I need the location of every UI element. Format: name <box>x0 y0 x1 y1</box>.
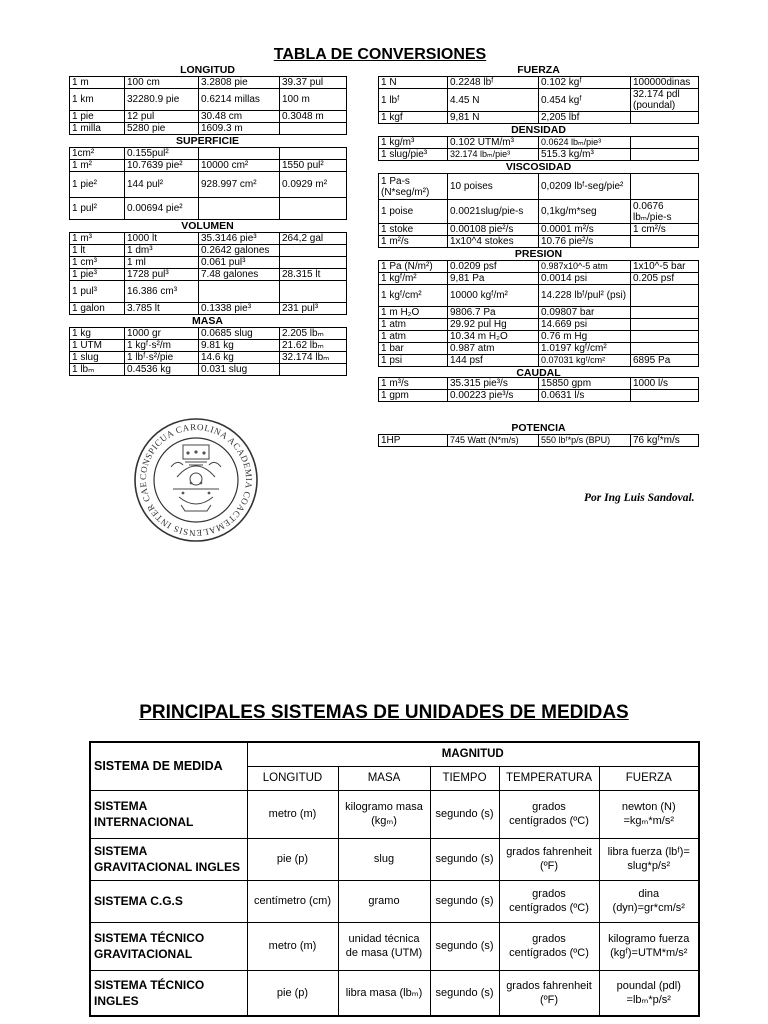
conversion-cell: 39.37 pul <box>280 77 347 89</box>
conversion-cell: 0.0676 lbₘ/pie-s <box>631 200 699 224</box>
conversion-cell: 14.228 lbᶠ/pul² (psi) <box>539 285 631 307</box>
conversion-cell <box>280 257 347 269</box>
conversion-cell: 1 pul³ <box>70 281 125 303</box>
conversion-cell: 10.76 pie²/s <box>539 236 631 248</box>
conversion-cell: 100 m <box>280 89 347 111</box>
conversion-cell: 0,1kg/m*seg <box>539 200 631 224</box>
conversion-row <box>379 77 699 89</box>
system-row <box>90 880 699 922</box>
conversion-cell: 1 gpm <box>379 390 448 402</box>
conversion-row <box>70 364 347 376</box>
conversion-row <box>70 172 347 198</box>
conversion-cell: 0.061 pul³ <box>199 257 280 269</box>
conversion-cell: 0.3048 m <box>280 111 347 123</box>
conversion-cell: 0.09807 bar <box>539 307 631 319</box>
conversion-cell: 1 slug/pie³ <box>379 149 448 161</box>
conversion-cell: 1 atm <box>379 331 448 343</box>
conversion-cell: 10.7639 pie² <box>125 160 199 172</box>
magnitud-column-longitud: LONGITUD <box>247 766 338 790</box>
conversion-cell: 29.92 pul Hg <box>448 319 539 331</box>
conversion-cell: 1 cm³ <box>70 257 125 269</box>
conversion-cell: 1550 pul² <box>280 160 347 172</box>
left-section-header: LONGITUD <box>180 64 235 76</box>
conversion-cell: 2.205 lbₘ <box>280 328 347 340</box>
system-name: SISTEMA C.G.S <box>90 880 247 922</box>
conversion-row <box>379 112 699 124</box>
conversion-cell: 9,81 Pa <box>448 273 539 285</box>
system-name: SISTEMA TÉCNICO GRAVITACIONAL <box>90 922 247 970</box>
conversion-cell: 0.155pul² <box>125 148 199 160</box>
conversion-cell: 0,0209 lbᶠ-seg/pie² <box>539 174 631 200</box>
conversion-cell: 14.6 kg <box>199 352 280 364</box>
left-section-header: VOLUMEN <box>181 220 234 232</box>
right-section-header: FUERZA <box>517 64 560 76</box>
conversion-cell: 0.454 kgᶠ <box>539 89 631 112</box>
conversion-cell: 32.174 lbₘ <box>280 352 347 364</box>
conversion-cell <box>631 149 699 161</box>
conversion-cell: 1 km <box>70 89 125 111</box>
conversion-cell: 1 lt <box>70 245 125 257</box>
conversion-cell: 0.00694 pie² <box>125 198 199 220</box>
conversion-cell <box>280 364 347 376</box>
conversion-row <box>379 273 699 285</box>
right-section-header: CAUDAL <box>516 367 561 379</box>
conversion-cell <box>631 307 699 319</box>
conversion-cell: 16.386 cm³ <box>125 281 199 303</box>
conversion-cell: 0.4536 kg <box>125 364 199 376</box>
conversion-cell: 1 psi <box>379 355 448 367</box>
conversion-cell: 1 m² <box>70 160 125 172</box>
conversion-cell: 7.48 galones <box>199 269 280 281</box>
conversion-cell <box>631 137 699 149</box>
system-cell: grados centígrados (ºC) <box>499 880 599 922</box>
conversion-cell: 0.1338 pie³ <box>199 303 280 315</box>
right-conversion-column <box>378 64 699 447</box>
conversion-cell: 0.031 slug <box>199 364 280 376</box>
conversion-cell: 76 kgᶠ*m/s <box>631 435 699 447</box>
conversion-row <box>70 111 347 123</box>
conversion-cell: 0.00223 pie³/s <box>448 390 539 402</box>
system-cell: slug <box>338 838 430 880</box>
left-section-header: SUPERFICIE <box>175 135 239 147</box>
system-cell: grados fahrenheit (ºF) <box>499 970 599 1016</box>
conversion-cell: 0.0929 m² <box>280 172 347 198</box>
conversion-cell <box>631 319 699 331</box>
conversion-row <box>70 123 347 135</box>
conversion-cell <box>280 123 347 135</box>
conversion-cell: 1cm² <box>70 148 125 160</box>
conversion-cell: 1 lbₘ <box>70 364 125 376</box>
left-section-header: MASA <box>192 315 223 327</box>
conversion-row <box>70 245 347 257</box>
right-conversion-table <box>378 76 699 124</box>
conversion-cell: 100 cm <box>125 77 199 89</box>
credit-line: Por Ing Luis Sandoval. <box>584 492 695 504</box>
system-row <box>90 838 699 880</box>
conversion-row <box>379 355 699 367</box>
conversion-cell: 32280.9 pie <box>125 89 199 111</box>
conversion-row <box>379 435 699 447</box>
conversion-row <box>70 281 347 303</box>
conversion-cell: 928.997 cm² <box>199 172 280 198</box>
page-title <box>230 46 530 64</box>
conversion-cell: 1 poise <box>379 200 448 224</box>
system-name: SISTEMA INTERNACIONAL <box>90 790 247 838</box>
conversion-cell: 4.45 N <box>448 89 539 112</box>
system-cell: poundal (pdl) =lbₘ*p/s² <box>599 970 699 1016</box>
system-cell: grados centígrados (ºC) <box>499 790 599 838</box>
system-cell: newton (N) =kgₘ*m/s² <box>599 790 699 838</box>
conversion-cell: 1 kgᶠ·s²/m <box>125 340 199 352</box>
system-cell: grados centígrados (ºC) <box>499 922 599 970</box>
right-conversion-table <box>378 260 699 367</box>
conversion-cell: 0.2642 galones <box>199 245 280 257</box>
conversion-cell: 1 milla <box>70 123 125 135</box>
conversion-cell: 9806.7 Pa <box>448 307 539 319</box>
conversion-cell <box>199 148 280 160</box>
conversion-cell: 264,2 gal <box>280 233 347 245</box>
system-cell: segundo (s) <box>430 838 499 880</box>
right-conversion-table <box>378 173 699 248</box>
conversion-row <box>379 261 699 273</box>
right-conversion-table <box>378 377 699 402</box>
conversion-cell <box>280 245 347 257</box>
conversion-cell: 28.315 lt <box>280 269 347 281</box>
conversion-cell: 1 atm <box>379 319 448 331</box>
conversion-cell: 1 lbᶠ <box>379 89 448 112</box>
left-conversion-table <box>69 327 347 376</box>
conversion-row <box>379 343 699 355</box>
conversion-cell: 21.62 lbₘ <box>280 340 347 352</box>
systems-title: PRINCIPALES SISTEMAS DE UNIDADES DE MEDIDAS <box>139 702 629 723</box>
conversion-row <box>70 160 347 172</box>
conversion-cell: 35.3146 pie³ <box>199 233 280 245</box>
conversion-cell: 1 slug <box>70 352 125 364</box>
conversion-row <box>379 149 699 161</box>
conversion-cell: 144 psf <box>448 355 539 367</box>
conversion-row <box>379 89 699 112</box>
conversion-cell: 9.81 kg <box>199 340 280 352</box>
system-name: SISTEMA GRAVITACIONAL INGLES <box>90 838 247 880</box>
system-cell: segundo (s) <box>430 790 499 838</box>
system-cell: libra fuerza (lbᶠ)= slug*p/s² <box>599 838 699 880</box>
conversion-row <box>70 257 347 269</box>
conversion-row <box>379 236 699 248</box>
conversion-cell: 1 Pa (N/m²) <box>379 261 448 273</box>
system-cell: kilogramo masa (kgₘ) <box>338 790 430 838</box>
conversion-cell: 30.48 cm <box>199 111 280 123</box>
conversion-cell: 0.6214 millas <box>199 89 280 111</box>
conversion-cell: 0.0209 psf <box>448 261 539 273</box>
conversion-cell: 15850 gpm <box>539 378 631 390</box>
conversion-row <box>379 285 699 307</box>
conversion-cell: 1HP <box>379 435 448 447</box>
conversion-cell <box>631 112 699 124</box>
conversion-cell <box>631 343 699 355</box>
conversion-cell: 1 kgᶠ/cm² <box>379 285 448 307</box>
systems-table <box>89 741 700 1017</box>
system-cell: metro (m) <box>247 922 338 970</box>
conversion-cell: 1 galon <box>70 303 125 315</box>
conversion-row <box>70 303 347 315</box>
conversion-row <box>70 148 347 160</box>
system-cell: libra masa (lbₘ) <box>338 970 430 1016</box>
conversion-cell: 1x10^4 stokes <box>448 236 539 248</box>
conversion-cell: 0.102 kgᶠ <box>539 77 631 89</box>
conversion-cell <box>631 236 699 248</box>
conversion-cell: 0.0624 lbₘ/pie³ <box>539 137 631 149</box>
right-conversion-table <box>378 136 699 161</box>
conversion-cell: 10.34 m H₂O <box>448 331 539 343</box>
conversion-cell: 100000dinas <box>631 77 699 89</box>
conversion-cell: 0.0001 m²/s <box>539 224 631 236</box>
conversion-cell: 1 kgᶠ/m² <box>379 273 448 285</box>
conversion-cell: 1609.3 m <box>199 123 280 135</box>
conversion-cell: 1000 lt <box>125 233 199 245</box>
magnitud-header: MAGNITUD <box>247 742 699 766</box>
conversion-cell: 0.07031 kgᶠ/cm² <box>539 355 631 367</box>
conversion-cell: 231 pul³ <box>280 303 347 315</box>
conversion-row <box>70 340 347 352</box>
conversion-cell: 32.174 pdl (poundal) <box>631 89 699 112</box>
conversion-row <box>379 378 699 390</box>
magnitud-column-tiempo: TIEMPO <box>430 766 499 790</box>
col-system: SISTEMA DE MEDIDA <box>90 742 247 790</box>
system-cell: kilogramo fuerza (kgᶠ)=UTM*m/s² <box>599 922 699 970</box>
left-conversion-column <box>69 64 346 376</box>
conversion-cell: 144 pul² <box>125 172 199 198</box>
conversion-cell: 0.205 psf <box>631 273 699 285</box>
system-name: SISTEMA TÉCNICO INGLES <box>90 970 247 1016</box>
system-cell: pie (p) <box>247 970 338 1016</box>
conversion-cell: 12 pul <box>125 111 199 123</box>
conversion-cell: 1 pie <box>70 111 125 123</box>
conversion-cell <box>280 281 347 303</box>
conversion-cell: 1x10^-5 bar <box>631 261 699 273</box>
conversion-row <box>379 319 699 331</box>
conversion-cell: 1 bar <box>379 343 448 355</box>
conversion-cell: 0.2248 lbᶠ <box>448 77 539 89</box>
conversion-cell: 6895 Pa <box>631 355 699 367</box>
system-cell: pie (p) <box>247 838 338 880</box>
conversion-cell: 1 cm²/s <box>631 224 699 236</box>
conversion-row <box>70 233 347 245</box>
conversion-row <box>70 77 347 89</box>
system-cell: grados fahrenheit (ºF) <box>499 838 599 880</box>
conversion-cell: 515.3 kg/m³ <box>539 149 631 161</box>
conversion-row <box>70 328 347 340</box>
conversion-cell: 1 ml <box>125 257 199 269</box>
conversion-cell: 1 stoke <box>379 224 448 236</box>
conversion-cell: 1 UTM <box>70 340 125 352</box>
conversion-row <box>379 224 699 236</box>
system-cell: dina (dyn)=gr*cm/s² <box>599 880 699 922</box>
conversion-cell: 1 m³ <box>70 233 125 245</box>
conversion-cell: 1 m H₂O <box>379 307 448 319</box>
conversion-cell: 10 poises <box>448 174 539 200</box>
magnitud-column-masa: MASA <box>338 766 430 790</box>
conversion-cell: 1 kg/m³ <box>379 137 448 149</box>
conversion-cell: 1 m <box>70 77 125 89</box>
right-section-header: POTENCIA <box>511 422 566 434</box>
conversion-cell: 1 N <box>379 77 448 89</box>
right-section-header: DENSIDAD <box>511 124 566 136</box>
conversion-cell: 10000 kgᶠ/m² <box>448 285 539 307</box>
conversion-row <box>70 89 347 111</box>
conversion-cell: 0.987x10^-5 atm <box>539 261 631 273</box>
university-seal <box>133 417 259 543</box>
conversion-cell <box>631 174 699 200</box>
conversion-cell: 0.0631 l/s <box>539 390 631 402</box>
conversion-cell <box>199 198 280 220</box>
left-conversion-table <box>69 232 347 315</box>
conversion-row <box>70 269 347 281</box>
right-section-header: VISCOSIDAD <box>505 161 572 173</box>
system-cell: segundo (s) <box>430 970 499 1016</box>
conversion-cell: 5280 pie <box>125 123 199 135</box>
conversion-cell: 1000 l/s <box>631 378 699 390</box>
conversion-cell: 550 lbᶠ*p/s (BPU) <box>539 435 631 447</box>
system-cell: metro (m) <box>247 790 338 838</box>
conversion-cell: 1 pul² <box>70 198 125 220</box>
conversion-cell: 9,81 N <box>448 112 539 124</box>
system-row <box>90 790 699 838</box>
conversion-cell: 14.669 psi <box>539 319 631 331</box>
conversion-cell: 0.0014 psi <box>539 273 631 285</box>
right-conversion-table <box>378 434 699 447</box>
conversion-cell <box>631 390 699 402</box>
conversion-cell <box>199 281 280 303</box>
conversion-row <box>379 174 699 200</box>
conversion-cell: 1 pie² <box>70 172 125 198</box>
conversion-cell: 1.0197 kgᶠ/cm² <box>539 343 631 355</box>
conversion-cell: 1 lbᶠ·s²/pie <box>125 352 199 364</box>
conversion-cell: 0.102 UTM/m³ <box>448 137 539 149</box>
system-cell: segundo (s) <box>430 922 499 970</box>
conversion-cell: 0.0685 slug <box>199 328 280 340</box>
magnitud-column-temperatura: TEMPERATURA <box>499 766 599 790</box>
conversion-cell: 35.315 pie³/s <box>448 378 539 390</box>
conversion-row <box>379 137 699 149</box>
conversion-cell: 1 kgf <box>379 112 448 124</box>
system-row <box>90 922 699 970</box>
page-title-text: TABLA DE CONVERSIONES <box>273 46 487 63</box>
conversion-cell: 3.785 lt <box>125 303 199 315</box>
conversion-row <box>70 352 347 364</box>
svg-text:CONSPICUA CAROLINA ACADEMIA CO <box>133 417 254 538</box>
conversion-cell: 1 m³/s <box>379 378 448 390</box>
conversion-cell: 3.2808 pie <box>199 77 280 89</box>
seal-text: CONSPICUA CAROLINA ACADEMIA COACTEMALENSIS INTER CAE <box>137 421 255 539</box>
conversion-cell: 0.987 atm <box>448 343 539 355</box>
conversion-cell: 32.174 lbₘ/pie³ <box>448 149 539 161</box>
conversion-cell: 1 Pa-s (N*seg/m²) <box>379 174 448 200</box>
system-cell: segundo (s) <box>430 880 499 922</box>
conversion-cell <box>631 285 699 307</box>
left-conversion-table <box>69 76 347 135</box>
conversion-cell: 0.0021slug/pie-s <box>448 200 539 224</box>
conversion-cell <box>280 148 347 160</box>
conversion-cell: 1000 gr <box>125 328 199 340</box>
conversion-row <box>379 200 699 224</box>
conversion-cell: 1728 pul³ <box>125 269 199 281</box>
conversion-cell: 1 dm³ <box>125 245 199 257</box>
system-cell: gramo <box>338 880 430 922</box>
conversion-cell: 0.00108 pie²/s <box>448 224 539 236</box>
conversion-row <box>379 307 699 319</box>
conversion-row <box>379 331 699 343</box>
conversion-cell: 745 Watt (N*m/s) <box>448 435 539 447</box>
conversion-cell: 1 pie³ <box>70 269 125 281</box>
system-cell: centímetro (cm) <box>247 880 338 922</box>
system-cell: unidad técnica de masa (UTM) <box>338 922 430 970</box>
conversion-cell: 0.76 m Hg <box>539 331 631 343</box>
conversion-cell <box>631 331 699 343</box>
right-section-header: PRESION <box>514 248 563 260</box>
conversion-cell: 1 kg <box>70 328 125 340</box>
system-row <box>90 970 699 1016</box>
conversion-cell: 2,205 lbf <box>539 112 631 124</box>
left-conversion-table <box>69 147 347 220</box>
conversion-row <box>70 198 347 220</box>
magnitud-column-fuerza: FUERZA <box>599 766 699 790</box>
conversion-cell: 1 m²/s <box>379 236 448 248</box>
conversion-cell: 10000 cm² <box>199 160 280 172</box>
conversion-cell <box>280 198 347 220</box>
conversion-row <box>379 390 699 402</box>
